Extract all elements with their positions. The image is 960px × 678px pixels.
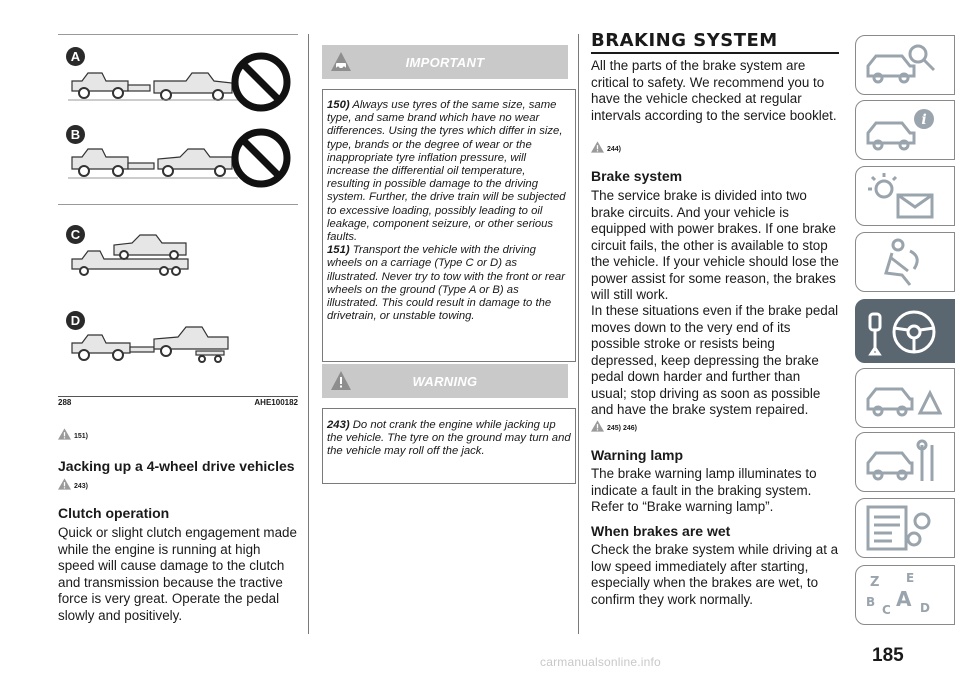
figure-label-b: B	[66, 125, 85, 144]
warning-triangle-icon	[591, 420, 604, 432]
svg-text:D: D	[920, 601, 930, 615]
heading-warning-lamp: Warning lamp	[591, 447, 684, 463]
tow-type-a-illustration	[68, 67, 238, 107]
warning-title: WARNING	[412, 374, 478, 389]
car-search-icon	[862, 40, 942, 90]
light-envelope-icon	[862, 171, 942, 221]
prohibited-icon	[230, 127, 292, 189]
alphabet-index-icon	[862, 570, 942, 620]
figure-page-ref: 288	[58, 398, 72, 407]
tow-type-b-illustration	[68, 143, 238, 183]
column-divider	[308, 34, 309, 634]
tab-starting-driving[interactable]	[855, 299, 955, 363]
tab-safety[interactable]	[855, 232, 955, 292]
important-title: IMPORTANT	[405, 55, 485, 70]
car-emergency-icon	[862, 373, 942, 423]
list-gear-icon	[862, 503, 942, 553]
key-steering-wheel-icon	[862, 304, 946, 358]
prohibited-icon	[230, 51, 292, 113]
brake-system-paragraph-2: In these situations even if the brake pedal moves down to the very end of its possible stroke or resists being depressed, keep depressing the brake pedal down harder and further than usual; stop driving as soon as possible and have the brake system repaired.	[591, 303, 839, 417]
brake-system-paragraph-1: The service brake is divided into two brake circuits. And your vehicle is equipped with power brakes. If one brake circuit fails, the other is available to stop the vehicle. If your vehicle should lose the power assist for some reason, the brakes will still work.	[591, 188, 839, 302]
figure-code: AHE100182	[254, 398, 298, 407]
car-wrench-icon	[862, 437, 942, 487]
towing-figure	[58, 34, 298, 395]
seat-airbag-icon	[862, 237, 942, 287]
important-header	[322, 45, 568, 79]
tab-technical-data[interactable]	[855, 498, 955, 558]
svg-text:C: C	[882, 603, 891, 617]
tow-type-c-illustration	[68, 233, 198, 277]
tow-type-d-illustration	[68, 323, 238, 367]
figure-bottom-rule	[58, 396, 298, 397]
tab-dashboard-warnings[interactable]	[855, 166, 955, 226]
figure-caption	[58, 398, 298, 407]
warning-lamp-paragraph: The brake warning lamp illuminates to indicate a fault in the braking system. Refer to “Brake warning lamp”.	[591, 466, 817, 514]
page-number: 185	[872, 645, 904, 666]
watermark: carmanualsonline.info	[540, 655, 661, 669]
figure-label-d: D	[66, 311, 85, 330]
section-title: BRAKING SYSTEM	[591, 30, 839, 54]
important-box	[322, 89, 576, 362]
svg-text:i: i	[921, 112, 927, 128]
heading-clutch: Clutch operation	[58, 505, 170, 521]
warning-item: 243) Do not crank the engine while jacking up the vehicle. The tyre on the ground may turn and the vehicle may roll off the jack.	[327, 419, 571, 458]
heading-jacking: Jacking up a 4-wheel drive vehicles	[58, 458, 295, 474]
figure-label-a: A	[66, 47, 85, 66]
warning-reference: 151)	[58, 428, 88, 440]
svg-text:A: A	[896, 587, 912, 611]
warning-reference: 245) 246)	[591, 420, 637, 432]
warning-box	[322, 408, 576, 484]
figure-label-c: C	[66, 225, 85, 244]
braking-intro: All the parts of the brake system are critical to safety. We recommend you to have the vehicle checked at regular intervals according to the service booklet.	[591, 58, 837, 123]
warning-reference: 244)	[591, 141, 621, 153]
warning-triangle-icon	[58, 478, 71, 490]
svg-text:Z: Z	[870, 575, 880, 590]
wet-brakes-paragraph: Check the brake system while driving at a low speed immediately after starting, especially when the brakes are wet, to confirm they work normally.	[591, 542, 839, 607]
warning-reference: 243)	[58, 478, 88, 490]
tab-emergency[interactable]	[855, 368, 955, 428]
svg-text:E: E	[906, 571, 915, 585]
tab-info[interactable]	[855, 100, 955, 160]
car-info-icon	[862, 105, 942, 155]
column-divider	[578, 34, 579, 634]
warning-triangle-icon	[58, 428, 71, 440]
svg-text:B: B	[866, 595, 876, 609]
tab-index[interactable]	[855, 565, 955, 625]
heading-brake-system: Brake system	[591, 168, 683, 184]
warning-triangle-icon	[591, 141, 604, 153]
heading-wet-brakes: When brakes are wet	[591, 523, 731, 539]
figure-divider	[58, 204, 298, 205]
tab-servicing[interactable]	[855, 432, 955, 492]
important-item: 150) Always use tyres of the same size, same type, and same brand which have no wear differences. Using the tyres which differ in size, type, brands or the degree of wear or the inappropriate tyre inflation pressure, will increase the differential oil temperature, resulting in possible damage to the driving system. Further, the drive train will be subjected to excessive loading, possibly leading to oil leakage, component seizure, or other serious faults.	[327, 99, 566, 244]
warning-header	[322, 364, 568, 398]
clutch-paragraph: Quick or slight clutch engagement made while the engine is running at high speed will cause damage to the clutch and transmission because the tractive force is very great. Operate the pedal slowly and positively.	[58, 525, 297, 623]
important-item: 151) Transport the vehicle with the driving wheels on a carriage (Type C or D) as illustrated. Never try to tow with the front or rear wheels on the ground (Type A or B) as illustrated. This could result in damage to the drivetrain, or unstable towing.	[327, 244, 565, 323]
tab-knowing-your-car[interactable]	[855, 35, 955, 95]
